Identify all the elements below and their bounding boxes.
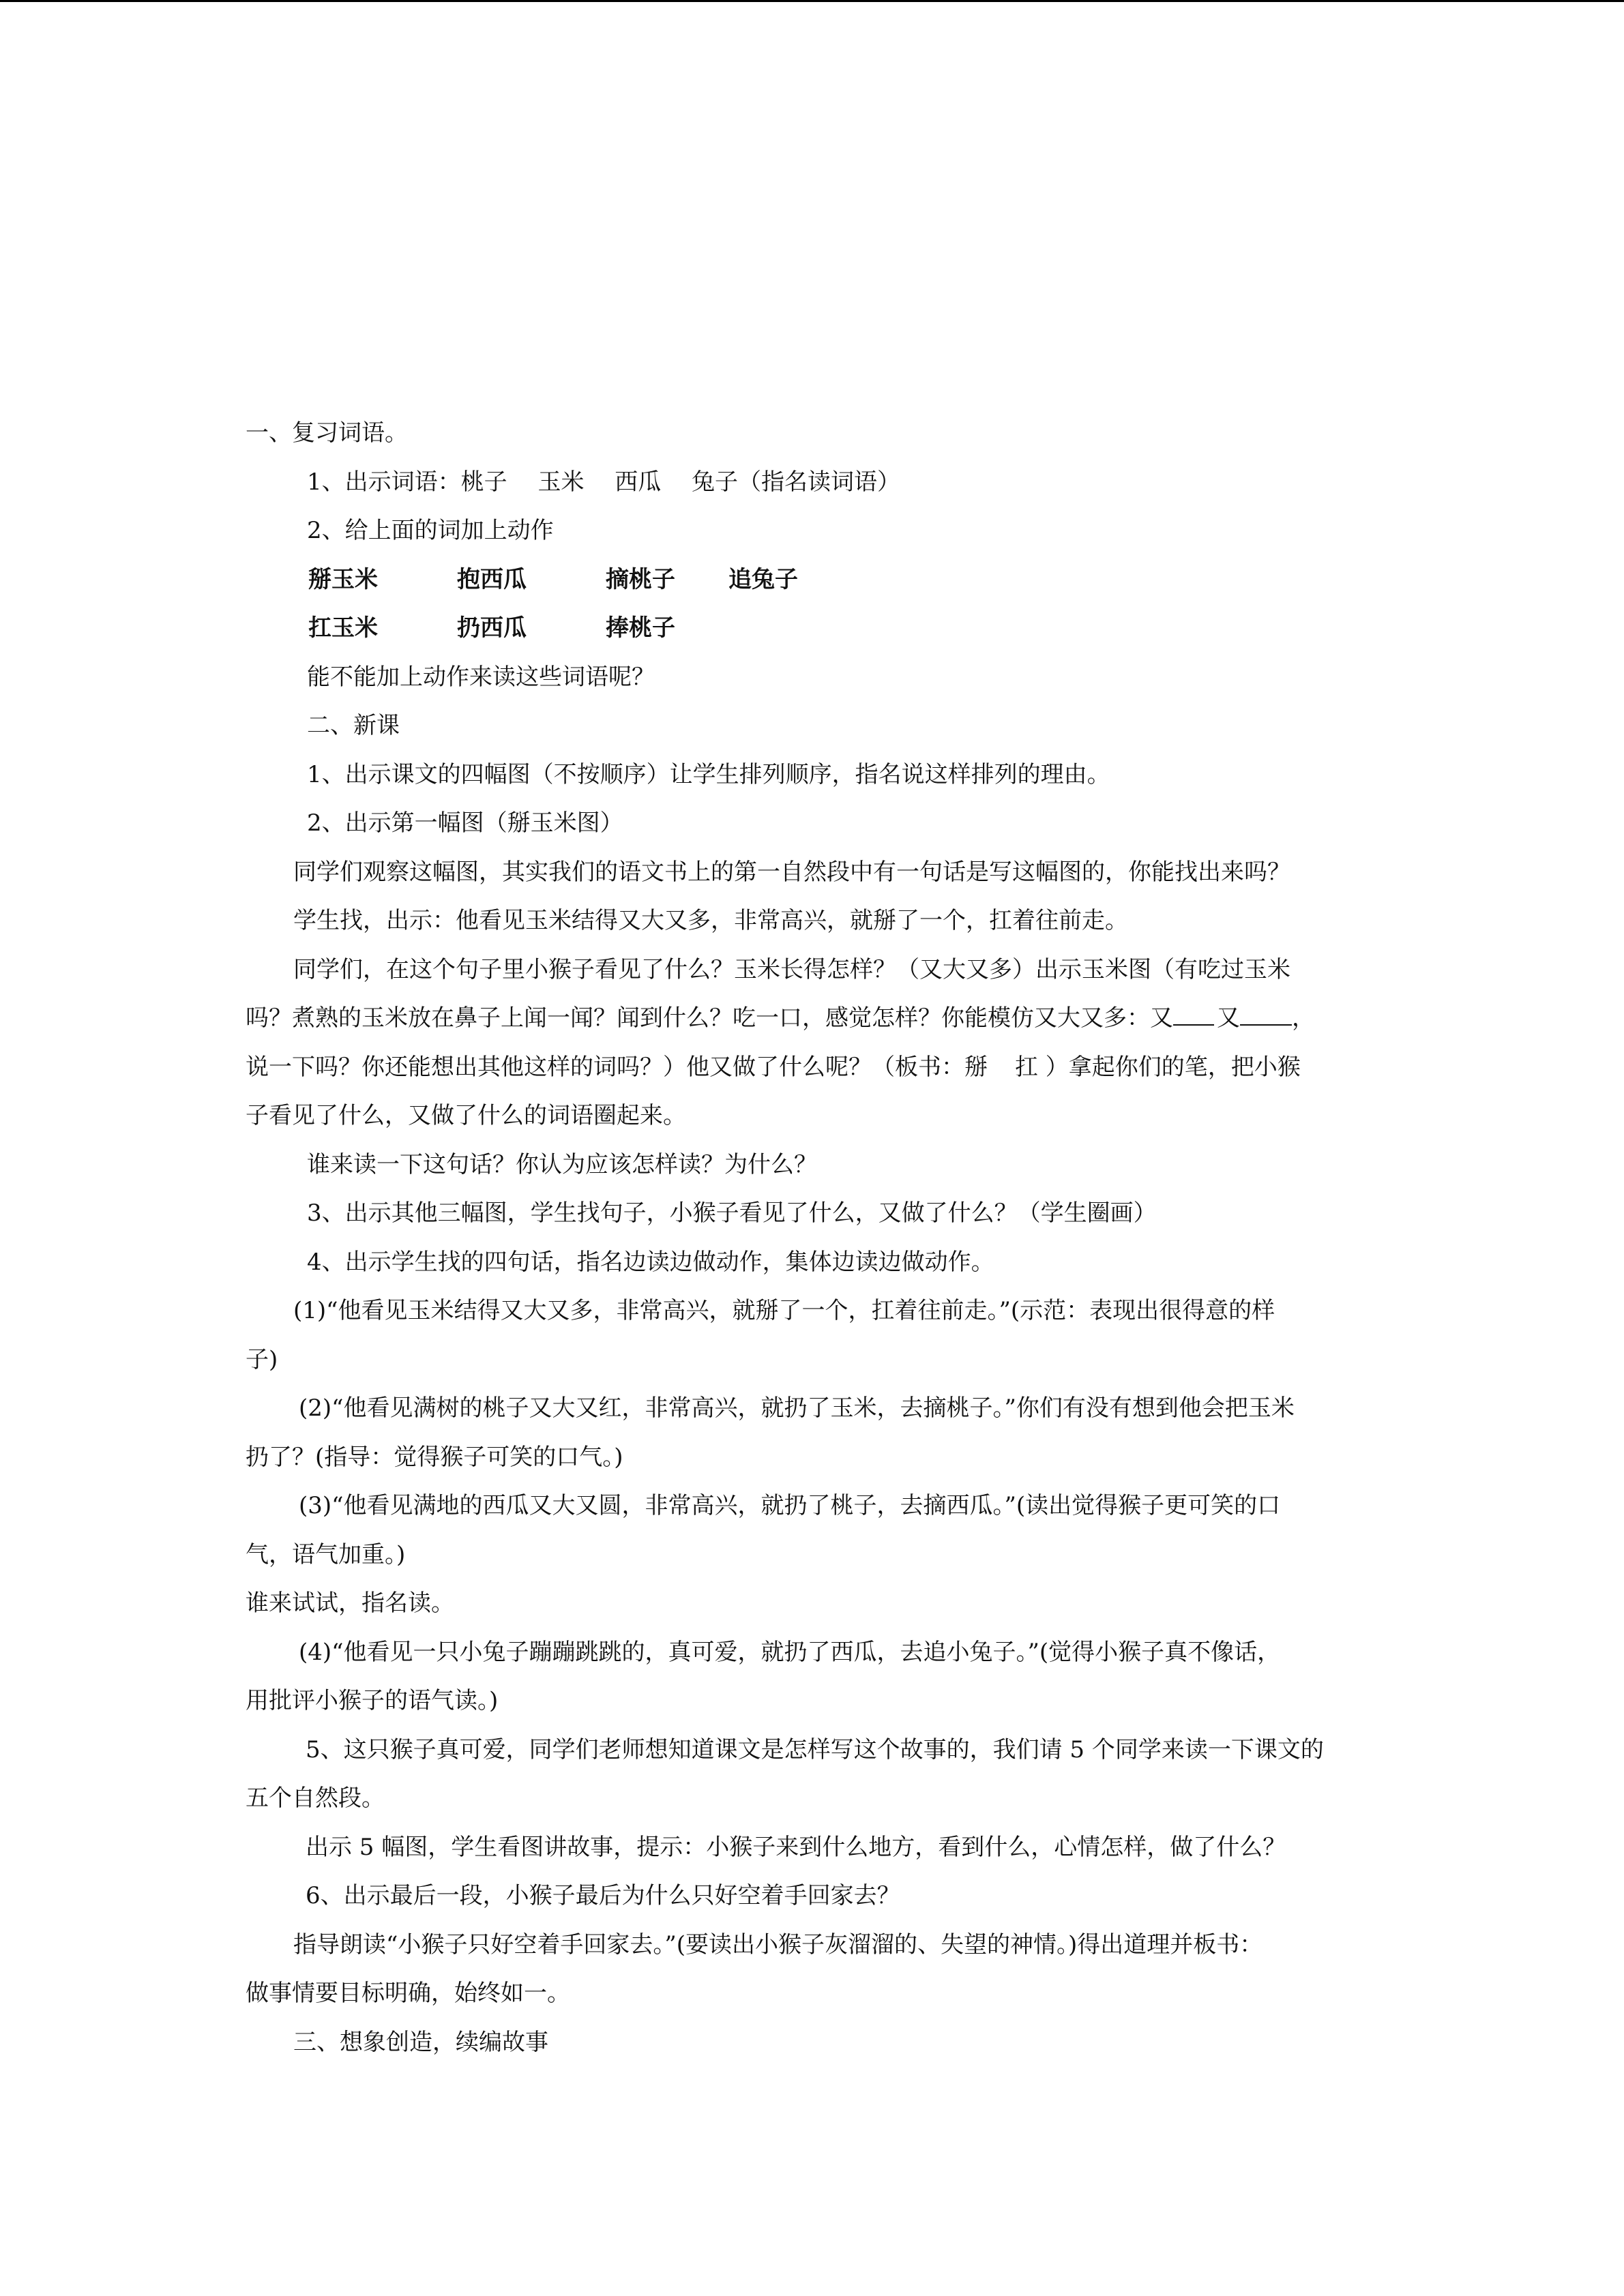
paragraph: 6、出示最后一段，小猴子最后为什么只好空着手回家去？: [306, 1882, 900, 1909]
document-body: [246, 409, 1391, 2067]
section-heading-review: 一、复习词语。: [246, 419, 408, 447]
paragraph: (3)“他看见满地的西瓜又大又圆，非常高兴，就扔了桃子，去摘西瓜。”(读出觉得猴子更可笑的口: [299, 1492, 1281, 1519]
paragraph: 用批评小猴子的语气读。): [246, 1687, 499, 1714]
bold-word-row: [246, 556, 1391, 605]
paragraph: 5、这只猴子真可爱，同学们老师想知道课文是怎样写这个故事的，我们请 5 个同学来读一下课文的: [306, 1735, 1324, 1763]
text-span: 又: [1217, 1004, 1240, 1032]
paragraph: 4、出示学生找的四句话，指名边读边做动作，集体边读边做动作。: [307, 1248, 994, 1276]
paragraph: 扔了？(指导：觉得猴子可笑的口气。): [246, 1443, 623, 1471]
paragraph: 2、出示第一幅图（掰玉米图）: [307, 809, 623, 837]
paragraph: 1、出示词语：桃子 玉米 西瓜 兔子（指名读词语）: [307, 468, 901, 496]
paragraph: 子看见了什么，又做了什么的词语圈起来。: [246, 1102, 686, 1129]
section-heading-creative: 三、想象创造，续编故事: [293, 2028, 548, 2056]
bold-word: 摘桃子: [606, 565, 675, 593]
bold-word: 追兔子: [728, 565, 798, 593]
bold-word: 扛玉米: [308, 614, 378, 642]
paragraph: [246, 1043, 1391, 1092]
paragraph: (4)“他看见一只小兔子蹦蹦跳跳的，真可爱，就扔了西瓜，去追小兔子。”(觉得小猴子真不像话，: [299, 1638, 1281, 1666]
paragraph: 做事情要目标明确，始终如一。: [246, 1980, 570, 2007]
top-border-line: [0, 0, 1624, 2]
bold-word: 扔西瓜: [457, 614, 527, 642]
paragraph: (1)“他看见玉米结得又大又多，非常高兴，就掰了一个，扛着往前走。”(示范：表现出很得意的样: [293, 1297, 1275, 1324]
text-span: 吗？煮熟的玉米放在鼻子上闻一闻？闻到什么？吃一口，感觉怎样？你能模仿又大又多：又: [246, 1004, 1173, 1032]
paragraph: 3、出示其他三幅图，学生找句子，小猴子看见了什么，又做了什么？（学生圈画）: [307, 1199, 1157, 1227]
bold-word-row: [246, 604, 1391, 653]
paragraph: 出示 5 幅图，学生看图讲故事，提示：小猴子来到什么地方，看到什么，心情怎样，做了什么？: [306, 1833, 1286, 1861]
paragraph: 指导朗读“小猴子只好空着手回家去。”(要读出小猴子灰溜溜的、失望的神情。)得出道理并板书：: [293, 1930, 1263, 1958]
paragraph: 五个自然段。: [246, 1785, 385, 1812]
bold-word: 捧桃子: [606, 614, 675, 642]
section-heading-new-lesson: 二、新课: [307, 712, 400, 739]
paragraph: (2)“他看见满树的桃子又大又红，非常高兴，就扔了玉米，去摘桃子。”你们有没有想到他会把玉米: [299, 1395, 1295, 1422]
paragraph: 1、出示课文的四幅图（不按顺序）让学生排列顺序，指名说这样排列的理由。: [307, 760, 1110, 788]
paragraph: 能不能加上动作来读这些词语呢？: [307, 663, 655, 691]
paragraph: 子): [246, 1345, 278, 1373]
fill-blank: [1240, 1004, 1292, 1026]
paragraph: 学生找，出示：他看见玉米结得又大又多，非常高兴，就掰了一个，扛着往前走。: [293, 907, 1128, 934]
text-span: 扛 ）拿起你们的笔，把小猴: [1015, 1053, 1301, 1081]
paragraph: 同学们观察这幅图，其实我们的语文书上的第一自然段中有一句话是写这幅图的，你能找出来吗？: [293, 858, 1290, 886]
paragraph: 气，语气加重。): [246, 1540, 406, 1568]
text-span: 说一下吗？你还能想出其他这样的词吗？）他又做了什么呢？（板书：掰: [246, 1053, 988, 1081]
paragraph-with-blanks: [246, 994, 1391, 1043]
text-span: ，: [1292, 1004, 1315, 1032]
paragraph: 谁来读一下这句话？你认为应该怎样读？为什么？: [307, 1150, 817, 1178]
paragraph: 2、给上面的词加上动作: [307, 517, 554, 544]
bold-word: 抱西瓜: [457, 565, 527, 593]
bold-word: 掰玉米: [308, 565, 378, 593]
fill-blank: [1173, 1004, 1214, 1026]
paragraph: 谁来试试，指名读。: [246, 1590, 454, 1617]
paragraph: 同学们，在这个句子里小猴子看见了什么？玉米长得怎样？（又大又多）出示玉米图（有吃过玉米: [293, 955, 1290, 983]
